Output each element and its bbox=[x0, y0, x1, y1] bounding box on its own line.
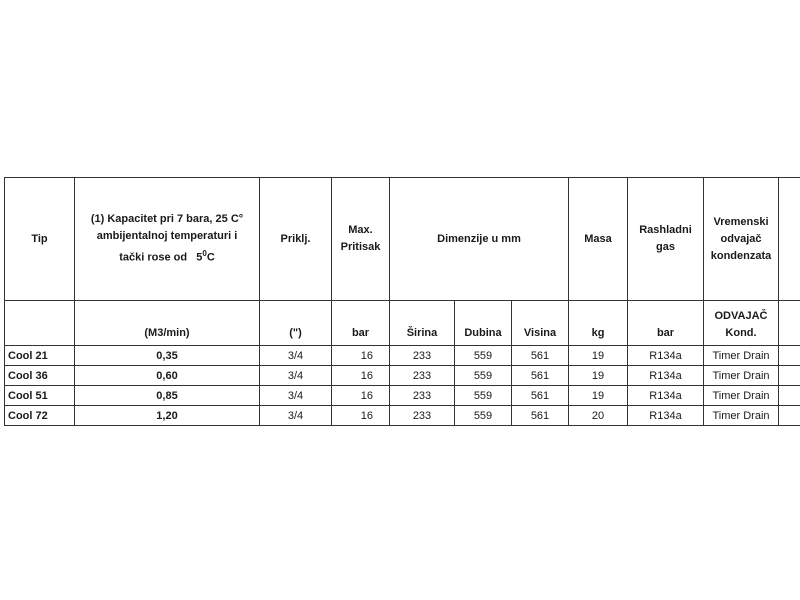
cell-capacity: 1,20 bbox=[75, 406, 260, 426]
cell-gas: R134a bbox=[628, 406, 704, 426]
header-drain-line1: Vremenski bbox=[713, 215, 769, 228]
cell-tip: Cool 36 bbox=[5, 366, 75, 386]
unit-pressure: bar bbox=[332, 301, 390, 346]
cell-sirina: 233 bbox=[390, 366, 455, 386]
unit-masa: kg bbox=[569, 301, 628, 346]
cell-capacity: 0,60 bbox=[75, 366, 260, 386]
header-dimensions: Dimenzije u mm bbox=[390, 178, 569, 301]
header-capacity-line3: tački rose od $5^0C$ bbox=[119, 249, 215, 264]
header-extra bbox=[779, 178, 800, 301]
header-drain-line3: kondenzata bbox=[710, 249, 772, 262]
unit-capacity: (M3/min) bbox=[75, 301, 260, 346]
unit-dubina: Dubina bbox=[455, 301, 512, 346]
unit-drain-line1: ODVAJAČ bbox=[714, 310, 768, 322]
cell-capacity: 0,35 bbox=[75, 346, 260, 366]
header-row bbox=[5, 178, 800, 301]
header-gas-line2: gas bbox=[656, 241, 675, 253]
cell-priklj: 3/4 bbox=[260, 346, 332, 366]
cell-drain: Timer Drain bbox=[704, 406, 779, 426]
header-max-line1: Max. bbox=[348, 224, 373, 236]
unit-priklj: (") bbox=[260, 301, 332, 346]
header-masa: Masa bbox=[569, 178, 628, 301]
cell-visina: 561 bbox=[512, 346, 569, 366]
unit-gas: bar bbox=[628, 301, 704, 346]
cell-masa: 20 bbox=[569, 406, 628, 426]
cell-priklj: 3/4 bbox=[260, 386, 332, 406]
cell-capacity: 0,85 bbox=[75, 386, 260, 406]
cell-dubina: 559 bbox=[455, 366, 512, 386]
cell-pressure: 16 bbox=[332, 406, 390, 426]
cell-extra bbox=[779, 386, 800, 406]
header-drain-line2: odvajač bbox=[720, 232, 762, 245]
cell-tip: Cool 72 bbox=[5, 406, 75, 426]
cell-extra bbox=[779, 346, 800, 366]
header-priklj: Priklj. bbox=[260, 178, 332, 301]
cell-gas: R134a bbox=[628, 366, 704, 386]
cell-sirina: 233 bbox=[390, 406, 455, 426]
table-row bbox=[5, 386, 800, 406]
cell-dubina: 559 bbox=[455, 406, 512, 426]
cell-visina: 561 bbox=[512, 406, 569, 426]
table-row bbox=[5, 366, 800, 386]
unit-extra bbox=[779, 301, 800, 346]
cell-priklj: 3/4 bbox=[260, 366, 332, 386]
unit-sirina: Širina bbox=[390, 301, 455, 346]
cell-extra bbox=[779, 366, 800, 386]
cell-masa: 19 bbox=[569, 386, 628, 406]
header-max-line2: Pritisak bbox=[340, 241, 381, 253]
cell-pressure: 16 bbox=[332, 366, 390, 386]
unit-drain-line2: Kond. bbox=[725, 327, 757, 339]
cell-priklj: 3/4 bbox=[260, 406, 332, 426]
cell-pressure: 16 bbox=[332, 386, 390, 406]
cell-drain: Timer Drain bbox=[704, 346, 779, 366]
table-row bbox=[5, 346, 800, 366]
unit-drain bbox=[704, 301, 779, 346]
cell-gas: R134a bbox=[628, 346, 704, 366]
cell-tip: Cool 21 bbox=[5, 346, 75, 366]
header-capacity bbox=[75, 178, 260, 301]
cell-extra bbox=[779, 406, 800, 426]
cell-sirina: 233 bbox=[390, 386, 455, 406]
header-gas-line1: Rashladni bbox=[639, 224, 692, 236]
table-row bbox=[5, 406, 800, 426]
units-row bbox=[5, 301, 800, 346]
cell-visina: 561 bbox=[512, 386, 569, 406]
unit-visina: Visina bbox=[512, 301, 569, 346]
unit-tip bbox=[5, 301, 75, 346]
cell-dubina: 559 bbox=[455, 386, 512, 406]
header-drain bbox=[704, 178, 779, 301]
cell-tip: Cool 51 bbox=[5, 386, 75, 406]
cell-drain: Timer Drain bbox=[704, 366, 779, 386]
header-gas bbox=[628, 178, 704, 301]
cell-dubina: 559 bbox=[455, 346, 512, 366]
header-max-pressure bbox=[332, 178, 390, 301]
cell-gas: R134a bbox=[628, 386, 704, 406]
cell-drain: Timer Drain bbox=[704, 386, 779, 406]
cell-visina: 561 bbox=[512, 366, 569, 386]
spec-table bbox=[4, 177, 800, 426]
cell-pressure: 16 bbox=[332, 346, 390, 366]
cell-masa: 19 bbox=[569, 346, 628, 366]
header-capacity-line1: (1) Kapacitet pri 7 bara, 25 C° bbox=[90, 213, 244, 226]
header-tip: Tip bbox=[5, 178, 75, 301]
header-capacity-line2: ambijentalnoj temperaturi i bbox=[96, 230, 238, 243]
cell-sirina: 233 bbox=[390, 346, 455, 366]
cell-masa: 19 bbox=[569, 366, 628, 386]
